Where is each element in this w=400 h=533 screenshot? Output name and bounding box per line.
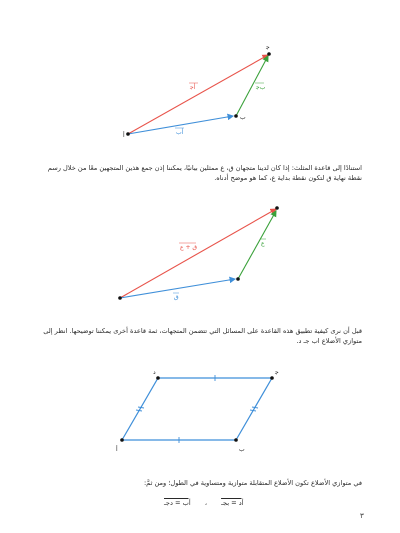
point-b — [234, 114, 238, 118]
vertex-a — [120, 438, 124, 442]
equation-separator: ، — [204, 499, 207, 507]
vector-ac-label: أﺟ — [190, 84, 196, 91]
parallelogram-figure — [0, 362, 400, 457]
point-a — [126, 132, 130, 136]
vertex-b — [234, 438, 238, 442]
triangle-figure — [0, 40, 400, 150]
equation-row — [164, 499, 244, 507]
vertex-d — [156, 376, 160, 380]
vertex-c-label: ﺟ — [275, 369, 279, 376]
vertex-a-label: أ — [116, 446, 118, 453]
vector-bc-label: بﺟ — [256, 84, 266, 91]
vector-q-label: ق — [174, 294, 179, 301]
paragraph-parallelogram-intro: قبل أن نرى كيفية تطبيق هذه القاعدة على المسائل التي تتضمن المتجهات، ثمة قاعدة أخرى يمكننا توضيحها. انظر إلى متوازي الأضلاع اب جـ د. — [43, 327, 362, 345]
parallelogram-shape — [122, 378, 272, 440]
vector-sum-figure — [0, 200, 400, 305]
point-mid — [236, 277, 240, 281]
point-start — [118, 296, 122, 300]
vector-ab-label: أب — [176, 129, 184, 136]
point-c — [267, 52, 271, 56]
point-a-label: أ — [123, 132, 125, 139]
vertex-d-label: د — [153, 369, 156, 376]
equation-ab-dc: أب = دجـ — [164, 499, 191, 507]
point-end — [275, 206, 279, 210]
paragraph-triangle-rule: استنادًا إلى قاعدة المثلث: إذا كان لدينا متجهان ق، ع ممثلين بيانيًا، يمكننا إذن جمع هذين المتجهين معًا من خلال رسم نقطة نهاية ق لتكون نقطة بداية ع، كما هو موضح أدناه. — [47, 164, 362, 182]
page-number: ٣ — [360, 512, 364, 520]
vector-e-label: ع — [261, 240, 265, 247]
vertex-c — [270, 376, 274, 380]
point-b-label: ب — [240, 114, 246, 121]
equation-ad-bc: أد = بجـ — [221, 499, 244, 507]
paragraph-parallelogram-property: في متوازي الأضلاع تكون الأضلاع المتقابلة متوازية ومتساوية في الطول؛ ومن ثمَّ: — [143, 479, 362, 487]
vector-sum-label: ق + ع — [180, 244, 198, 251]
point-c-label: ﺟ — [266, 44, 270, 51]
vector-e-line — [238, 211, 276, 279]
vertex-b-label: ب — [239, 446, 245, 453]
